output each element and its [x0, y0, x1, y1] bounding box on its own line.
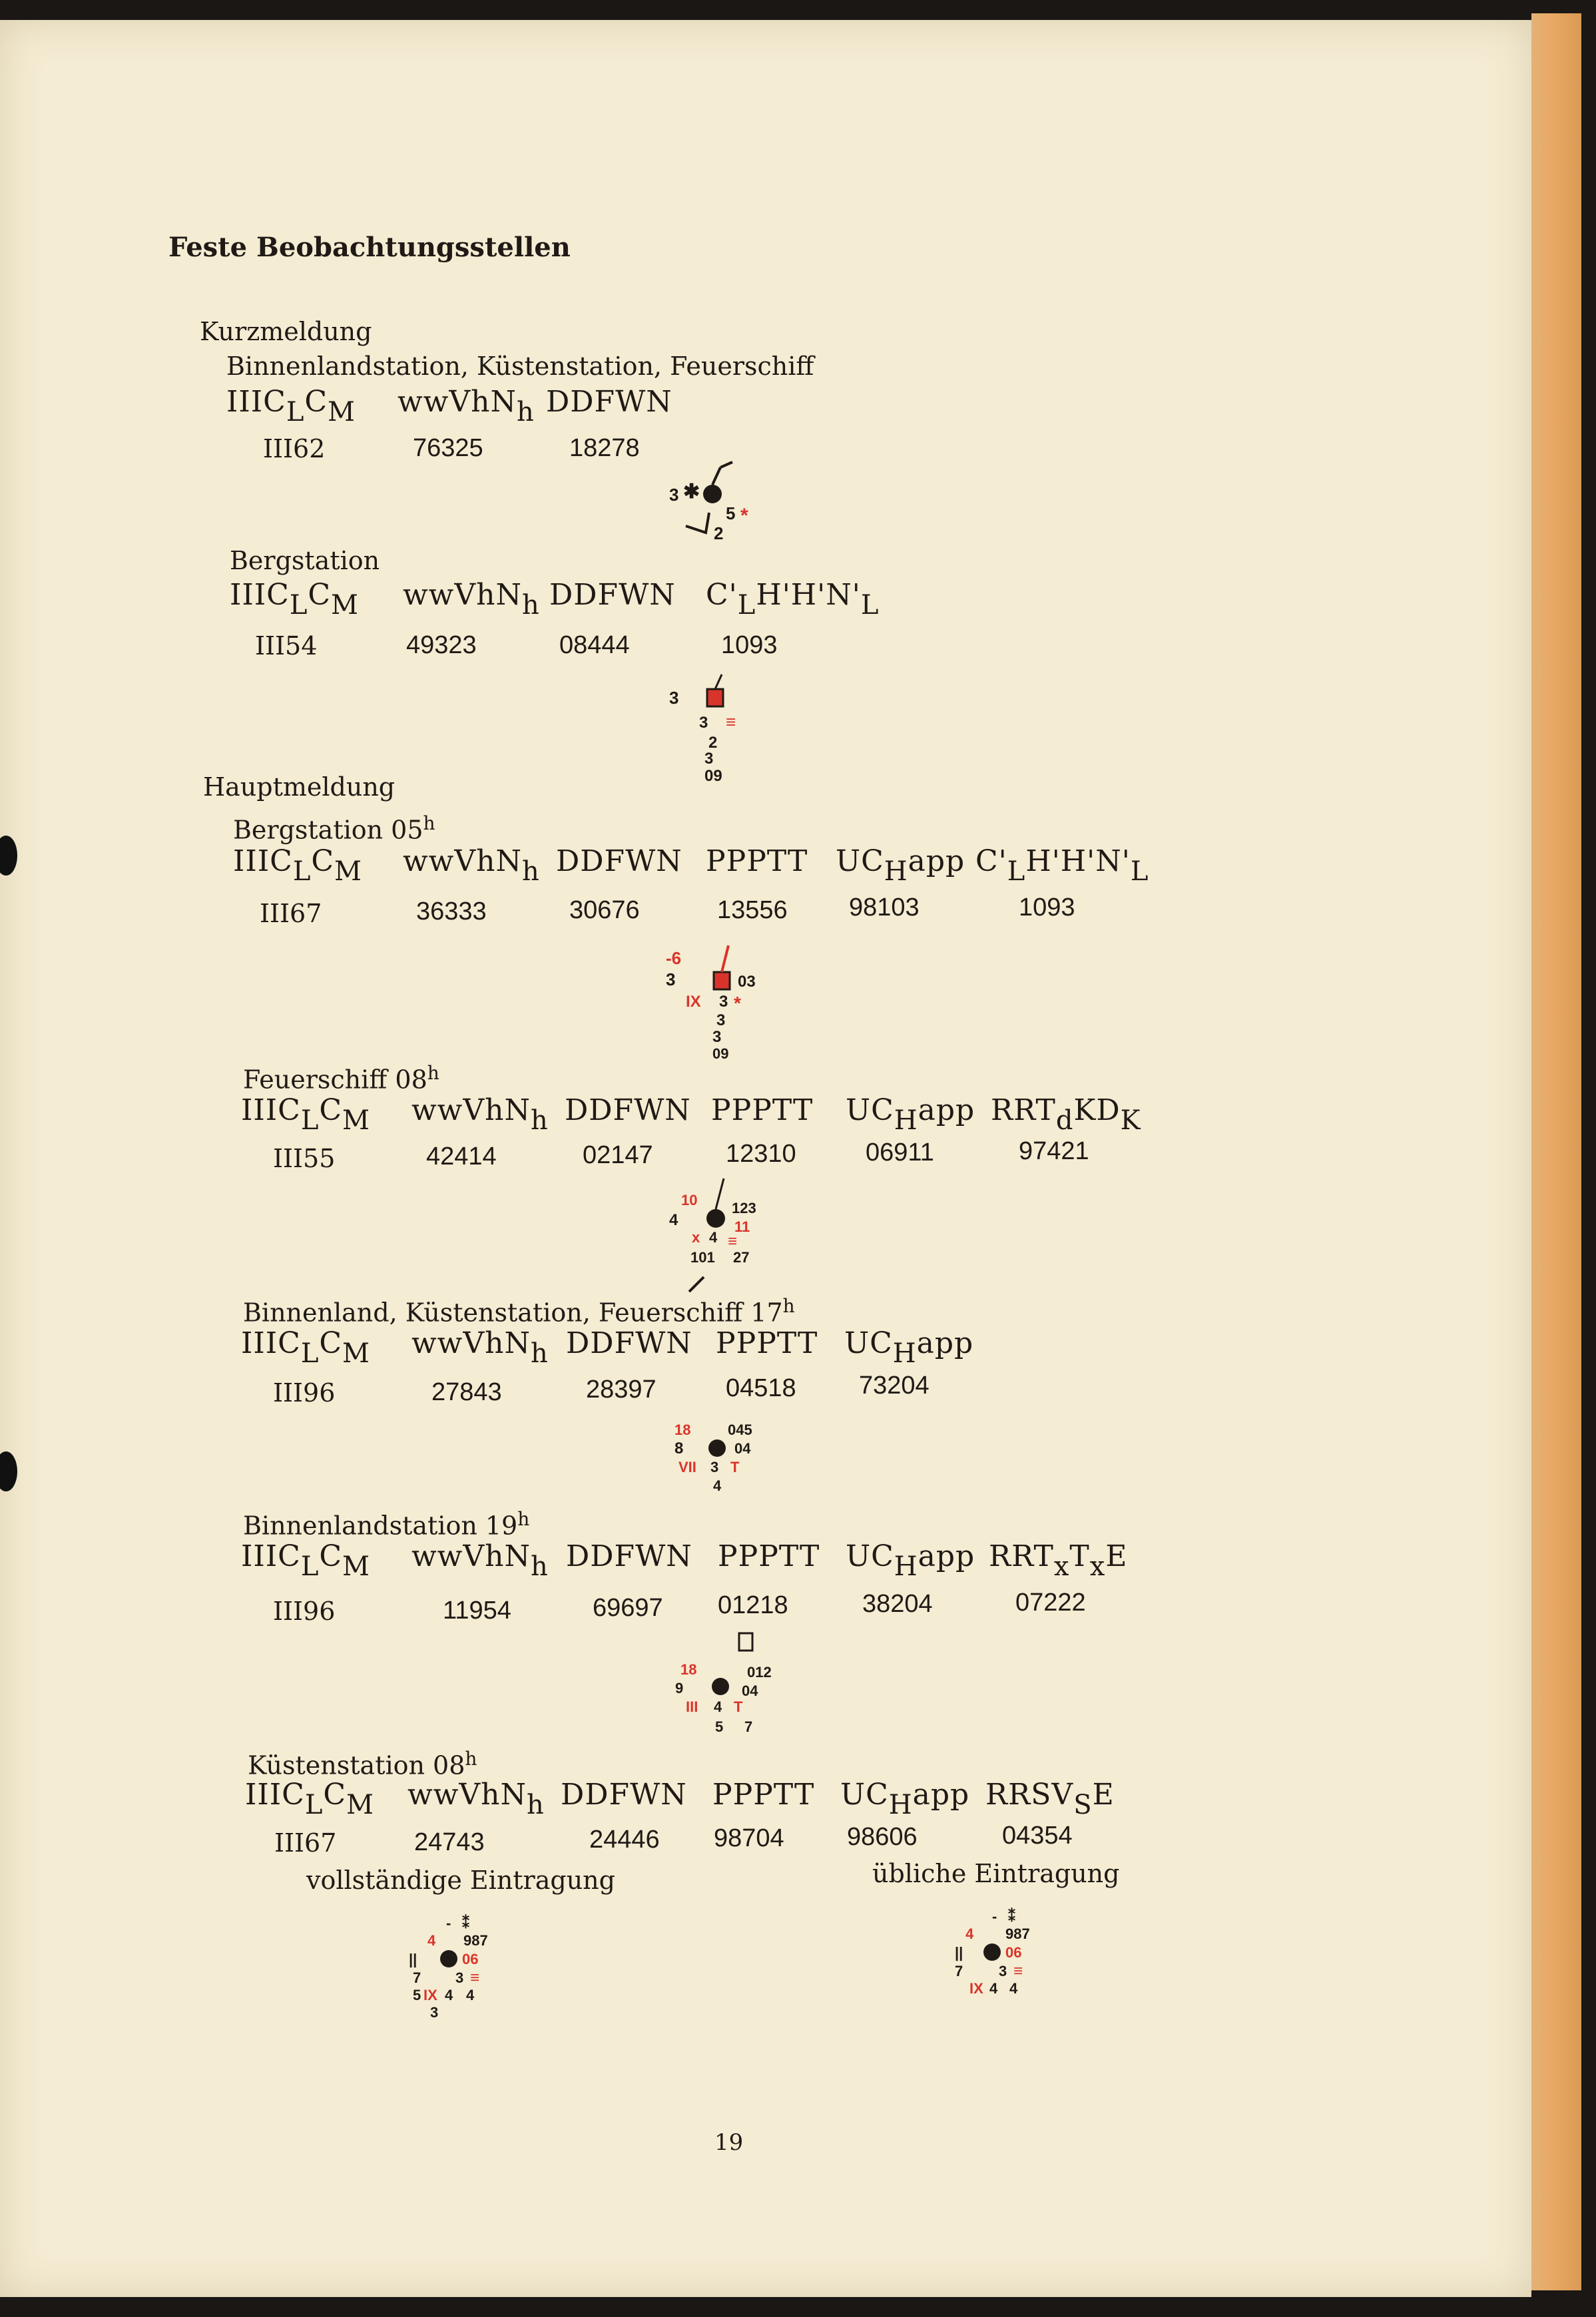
svg-text:IX: IX	[423, 1987, 437, 2003]
svg-text:123: 123	[732, 1200, 756, 1216]
station-model-7-complete	[406, 1904, 539, 2027]
value: 02147	[583, 1141, 653, 1169]
header-code-3: DDFWN	[566, 1539, 692, 1573]
value: 98704	[714, 1824, 784, 1852]
value: 97421	[1019, 1137, 1089, 1165]
svg-text:10: 10	[681, 1192, 698, 1208]
svg-text:11: 11	[734, 1218, 750, 1235]
value: 76325	[413, 434, 483, 462]
hauptmeldung-ex1-label: Bergstation 05$^h$	[233, 812, 435, 845]
svg-text:5: 5	[715, 1718, 724, 1735]
page-number: 19	[714, 2129, 744, 2156]
station-model-5	[669, 1408, 802, 1511]
hauptmeldung-ex5-label: Küstenstation 08$^h$	[248, 1748, 477, 1780]
header-code-6: $RRT_dKD_K$	[991, 1093, 1141, 1136]
header-code-2: wwVhN$_h$	[411, 1093, 549, 1136]
value: 1093	[721, 631, 778, 659]
svg-text:987: 987	[1005, 1926, 1030, 1942]
value: 13556	[717, 896, 788, 924]
value: 07222	[1015, 1589, 1086, 1617]
header-code-2: wwVhN$_h$	[403, 844, 540, 887]
header-code-1: $IIIC_LC_M$	[245, 1778, 375, 1820]
svg-text:987: 987	[463, 1932, 488, 1949]
header-code-6: $RRSV_SE$	[985, 1778, 1115, 1820]
header-code-5: $UC_Happ$	[836, 844, 965, 887]
svg-text:4: 4	[713, 1477, 722, 1494]
usual-entry-label: übliche Eintragung	[872, 1859, 1120, 1888]
svg-text:||: ||	[409, 1951, 417, 1967]
svg-text:≡: ≡	[470, 1969, 480, 1987]
kurzmeldung-heading: Kurzmeldung	[200, 317, 372, 346]
svg-text:IX: IX	[969, 1980, 983, 1997]
svg-text:-: -	[446, 1915, 451, 1931]
svg-text:III: III	[686, 1698, 698, 1715]
svg-text:7: 7	[744, 1718, 753, 1735]
svg-text:⁑: ⁑	[1008, 1908, 1015, 1925]
svg-text:4: 4	[445, 1987, 453, 2003]
header-code-1: $IIIC_LC_M$	[230, 578, 360, 621]
value: 42414	[426, 1143, 497, 1170]
svg-text:4: 4	[965, 1926, 974, 1942]
binding-hole-top	[0, 836, 17, 876]
header-code-3: DDFWN	[546, 385, 672, 419]
value: 08444	[559, 631, 630, 659]
svg-text:18: 18	[674, 1421, 691, 1438]
header-code-3: DDFWN	[549, 578, 676, 612]
value: 01218	[718, 1591, 788, 1619]
value: 11954	[443, 1597, 511, 1625]
value: 1093	[1019, 894, 1075, 921]
value: 04354	[1002, 1822, 1073, 1850]
svg-text:3: 3	[716, 1011, 726, 1029]
svg-text:x: x	[692, 1229, 700, 1246]
header-code-2: wwVhN$_h$	[411, 1539, 549, 1582]
svg-text:✱: ✱	[683, 481, 700, 503]
svg-text:8: 8	[674, 1439, 684, 1457]
svg-text:≡: ≡	[728, 1232, 738, 1250]
svg-text:≡: ≡	[1013, 1962, 1023, 1980]
value: 38204	[862, 1590, 933, 1618]
hauptmeldung-heading: Hauptmeldung	[203, 772, 396, 802]
svg-text:06: 06	[462, 1951, 479, 1967]
svg-text:3: 3	[710, 1459, 719, 1475]
svg-text:-: -	[992, 1908, 997, 1925]
complete-entry-label: vollständige Eintragung	[306, 1866, 615, 1895]
header-code-1: $IIIC_LC_M$	[241, 1093, 371, 1136]
header-code-6: $RRT_xT_xE$	[989, 1539, 1128, 1582]
station-model-6	[672, 1628, 806, 1750]
value: 04518	[726, 1374, 796, 1402]
value: 69697	[593, 1594, 663, 1622]
value: 06911	[866, 1139, 934, 1166]
svg-text:2: 2	[708, 734, 718, 752]
header-code-1: $IIIC_LC_M$	[226, 385, 356, 427]
value: III62	[263, 434, 326, 463]
header-code-4: PPPTT	[716, 1326, 818, 1360]
svg-text:012: 012	[747, 1664, 772, 1680]
svg-text:IX: IX	[686, 993, 701, 1011]
value: 12310	[726, 1140, 796, 1168]
svg-text:*: *	[734, 993, 741, 1013]
svg-text:04: 04	[734, 1440, 751, 1457]
svg-text:7: 7	[413, 1969, 421, 1986]
header-code-3: DDFWN	[561, 1778, 687, 1812]
svg-text:9: 9	[675, 1680, 684, 1696]
svg-text:27: 27	[733, 1249, 750, 1266]
value: III55	[273, 1144, 336, 1173]
svg-text:3: 3	[704, 750, 714, 768]
svg-text:101: 101	[690, 1249, 715, 1266]
value: 73204	[859, 1372, 930, 1400]
value: III67	[260, 899, 322, 928]
header-code-4: PPPTT	[711, 1093, 814, 1127]
value: 24446	[589, 1826, 660, 1854]
header-code-4: PPPTT	[712, 1778, 815, 1812]
svg-text:5: 5	[413, 1987, 421, 2003]
header-code-5: $UC_Happ$	[846, 1539, 975, 1582]
header-code-1: $IIIC_LC_M$	[241, 1539, 371, 1582]
svg-text:*: *	[740, 505, 748, 527]
hauptmeldung-ex3-label: Binnenland, Küstenstation, Feuerschiff 17$^h$	[243, 1295, 795, 1328]
header-code-4: PPPTT	[718, 1539, 820, 1573]
header-code-1: $IIIC_LC_M$	[233, 844, 363, 887]
document-page	[0, 20, 1531, 2297]
svg-text:4: 4	[709, 1229, 718, 1246]
station-model-8-usual	[952, 1898, 1085, 2013]
header-code-2: wwVhN$_h$	[403, 578, 540, 621]
svg-text:-6: -6	[666, 948, 682, 968]
header-code-5: $UC_Happ$	[844, 1326, 974, 1369]
station-model-4	[663, 1165, 796, 1301]
svg-text:7: 7	[955, 1963, 963, 1979]
svg-text:3: 3	[455, 1969, 464, 1986]
station-model-3	[659, 932, 792, 1068]
svg-text:3: 3	[669, 485, 679, 505]
station-model-1	[659, 453, 766, 549]
svg-text:T: T	[734, 1698, 743, 1715]
svg-text:3: 3	[430, 2004, 439, 2021]
value: 98606	[847, 1823, 918, 1851]
value: 98103	[849, 894, 920, 921]
value: 24743	[414, 1828, 485, 1856]
value: 36333	[416, 898, 487, 925]
svg-text:3: 3	[699, 714, 708, 732]
header-code-6: $C'_LH'H'N'_L$	[975, 844, 1149, 887]
header-code-1: $IIIC_LC_M$	[241, 1326, 371, 1369]
svg-text:3: 3	[669, 688, 679, 708]
svg-text:06: 06	[1005, 1944, 1022, 1961]
header-code-2: wwVhN$_h$	[411, 1326, 549, 1369]
value: 18278	[569, 434, 640, 462]
svg-text:T: T	[730, 1459, 740, 1475]
header-code-3: DDFWN	[556, 844, 682, 878]
svg-text:⁑: ⁑	[462, 1915, 469, 1931]
value: 30676	[569, 896, 640, 924]
station-model-2	[666, 669, 772, 792]
svg-text:4: 4	[1009, 1980, 1018, 1997]
svg-text:4: 4	[427, 1932, 436, 1949]
value: III54	[255, 631, 318, 660]
svg-text:18: 18	[680, 1661, 697, 1678]
value: 27843	[431, 1378, 502, 1406]
svg-text:4: 4	[714, 1698, 722, 1715]
svg-text:4: 4	[669, 1211, 678, 1229]
svg-text:||: ||	[955, 1944, 963, 1961]
header-code-4: PPPTT	[706, 844, 808, 878]
kurzmeldung-ex1-label: Binnenlandstation, Küstenstation, Feuerschiff	[226, 352, 814, 381]
book-page-edge	[1531, 13, 1581, 2290]
svg-text:3: 3	[712, 1028, 722, 1046]
svg-text:4: 4	[989, 1980, 998, 1997]
value: III67	[274, 1828, 337, 1858]
svg-text:03: 03	[738, 973, 756, 991]
value: 28397	[586, 1376, 657, 1404]
svg-text:09: 09	[712, 1045, 729, 1062]
value: III96	[273, 1597, 336, 1626]
svg-text:4: 4	[466, 1987, 475, 2003]
kurzmeldung-ex2-label: Bergstation	[230, 546, 380, 575]
hauptmeldung-ex4-label: Binnenlandstation 19$^h$	[243, 1508, 530, 1541]
svg-text:2: 2	[714, 523, 724, 543]
header-code-3: DDFWN	[566, 1326, 692, 1360]
header-code-3: DDFWN	[565, 1093, 691, 1127]
header-code-5: $UC_Happ$	[846, 1093, 975, 1136]
svg-text:VII: VII	[678, 1459, 696, 1475]
header-code-5: $UC_Happ$	[840, 1778, 970, 1820]
svg-text:04: 04	[742, 1682, 758, 1699]
header-code-2: wwVhN$_h$	[407, 1778, 545, 1820]
value: 49323	[406, 631, 477, 659]
svg-text:045: 045	[728, 1421, 752, 1438]
svg-text:3: 3	[666, 969, 676, 989]
binding-hole-bottom	[0, 1451, 17, 1491]
svg-text:≡: ≡	[726, 712, 736, 732]
svg-text:3: 3	[719, 993, 728, 1011]
hauptmeldung-ex2-label: Feuerschiff 08$^h$	[243, 1062, 439, 1095]
svg-text:5: 5	[726, 503, 736, 523]
header-code-2: wwVhN$_h$	[398, 385, 535, 427]
svg-text:09: 09	[704, 767, 722, 785]
page-title: Feste Beobachtungsstellen	[168, 232, 571, 263]
header-code-4: $C'_LH'H'N'_L$	[706, 578, 880, 621]
svg-text:3: 3	[999, 1963, 1007, 1979]
value: III96	[273, 1378, 336, 1408]
